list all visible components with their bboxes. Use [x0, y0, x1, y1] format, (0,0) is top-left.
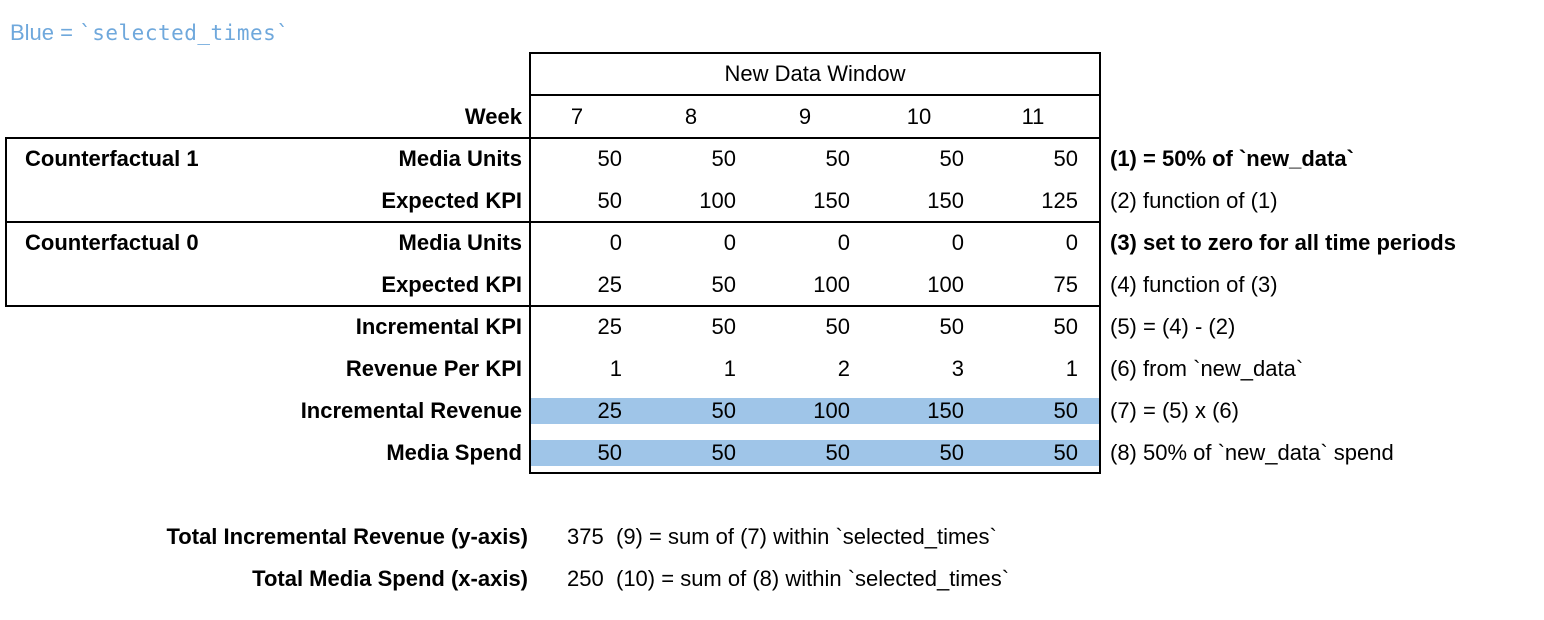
legend-note — [10, 20, 289, 46]
table-row-incremental-kpi — [0, 306, 1544, 348]
value-cell: 50 — [1053, 314, 1078, 339]
value-cell: 50 — [597, 146, 622, 171]
table-header-row — [0, 52, 1544, 95]
value-cell: 50 — [711, 146, 736, 171]
value-cell: 50 — [597, 188, 622, 213]
table-row-cf0-expected-kpi — [0, 264, 1544, 306]
value-cell: 0 — [723, 230, 736, 255]
counterfactual-1-label: Counterfactual 1 — [25, 146, 199, 171]
value-cell: 75 — [1053, 272, 1078, 297]
value-cell: 1 — [609, 356, 622, 381]
value-cell: 50 — [939, 146, 964, 171]
highlighted-value-cell: 100 — [758, 398, 872, 424]
total-value: 375 — [567, 524, 604, 549]
highlighted-value-cell: 50 — [644, 440, 758, 466]
value-cell: 100 — [699, 188, 736, 213]
row-label: Expected KPI — [381, 188, 522, 213]
header-bottom-border — [529, 94, 1101, 96]
value-cell: 25 — [597, 272, 622, 297]
total-incremental-revenue-row — [0, 516, 1544, 558]
row-label: Incremental Revenue — [300, 398, 522, 423]
value-cell: 1 — [1065, 356, 1078, 381]
week-number: 9 — [798, 103, 812, 129]
value-cell: 150 — [927, 188, 964, 213]
highlighted-value-cell: 50 — [986, 440, 1100, 466]
total-value: 250 — [567, 566, 604, 591]
table-border-top — [529, 52, 1101, 54]
row-annotation: (4) function of (3) — [1110, 272, 1278, 297]
value-cell: 50 — [825, 146, 850, 171]
week-number: 11 — [1021, 103, 1045, 129]
value-cell: 50 — [711, 272, 736, 297]
row-annotation: (8) 50% of `new_data` spend — [1110, 440, 1394, 465]
row-label: Media Spend — [386, 440, 522, 465]
row-label: Media Units — [398, 146, 522, 171]
row-annotation: (2) function of (1) — [1110, 188, 1278, 213]
table-border-bottom — [529, 472, 1101, 474]
table-border-right — [1099, 52, 1101, 474]
value-cell: 0 — [951, 230, 964, 255]
table-border-left — [529, 52, 531, 474]
row-label: Incremental KPI — [355, 314, 522, 339]
total-media-spend-row — [0, 558, 1544, 600]
row-label: Media Units — [398, 230, 522, 255]
highlighted-value-cell: 25 — [530, 398, 644, 424]
counterfactual-0-bottom-border — [5, 305, 1101, 307]
table-row-cf1-expected-kpi — [0, 180, 1544, 222]
week-number: 10 — [906, 103, 932, 129]
total-label: Total Media Spend (x-axis) — [252, 566, 528, 591]
counterfactual-box-left-border — [5, 137, 7, 307]
value-cell: 0 — [837, 230, 850, 255]
value-cell: 1 — [723, 356, 736, 381]
value-cell: 50 — [711, 314, 736, 339]
value-cell: 100 — [813, 272, 850, 297]
total-annotation: (9) = sum of (7) within `selected_times` — [616, 524, 997, 549]
highlighted-value-cell: 50 — [644, 398, 758, 424]
week-number: 7 — [570, 103, 584, 129]
counterfactual-0-label: Counterfactual 0 — [25, 230, 199, 255]
value-cell: 0 — [609, 230, 622, 255]
week-label: Week — [464, 103, 522, 129]
week-number: 8 — [684, 103, 698, 129]
new-data-window-header: New Data Window — [724, 60, 906, 86]
value-cell: 50 — [825, 314, 850, 339]
value-cell: 100 — [927, 272, 964, 297]
row-label: Revenue Per KPI — [345, 356, 522, 381]
highlighted-value-cell: 50 — [758, 440, 872, 466]
table-row-cf0-media-units — [0, 222, 1544, 264]
value-cell: 150 — [813, 188, 850, 213]
row-label: Expected KPI — [381, 272, 522, 297]
row-annotation: (3) set to zero for all time periods — [1110, 230, 1456, 255]
week-row-bottom-border — [5, 137, 1101, 139]
row-annotation: (1) = 50% of `new_data` — [1110, 146, 1354, 171]
table-row-cf1-media-units — [0, 138, 1544, 180]
value-cell: 2 — [837, 356, 850, 381]
row-annotation: (6) from `new_data` — [1110, 356, 1304, 381]
value-cell: 50 — [1053, 146, 1078, 171]
highlighted-value-cell: 50 — [530, 440, 644, 466]
value-cell: 3 — [951, 356, 964, 381]
table-row-revenue-per-kpi — [0, 348, 1544, 390]
row-annotation: (5) = (4) - (2) — [1110, 314, 1236, 339]
table-row-incremental-revenue — [0, 390, 1544, 432]
value-cell: 25 — [597, 314, 622, 339]
table-row-media-spend — [0, 432, 1544, 474]
row-annotation: (7) = (5) x (6) — [1110, 398, 1239, 423]
week-row — [0, 95, 1544, 138]
highlighted-value-cell: 50 — [872, 440, 986, 466]
highlighted-value-cell: 50 — [986, 398, 1100, 424]
legend-note-prefix: Blue = — [10, 20, 80, 45]
value-cell: 0 — [1065, 230, 1078, 255]
highlighted-value-cell: 150 — [872, 398, 986, 424]
legend-note-code: `selected_times` — [79, 21, 290, 45]
counterfactual-1-bottom-border — [5, 221, 1101, 223]
total-label: Total Incremental Revenue (y-axis) — [166, 524, 528, 549]
total-annotation: (10) = sum of (8) within `selected_times` — [616, 566, 1010, 591]
value-cell: 125 — [1041, 188, 1078, 213]
value-cell: 50 — [939, 314, 964, 339]
